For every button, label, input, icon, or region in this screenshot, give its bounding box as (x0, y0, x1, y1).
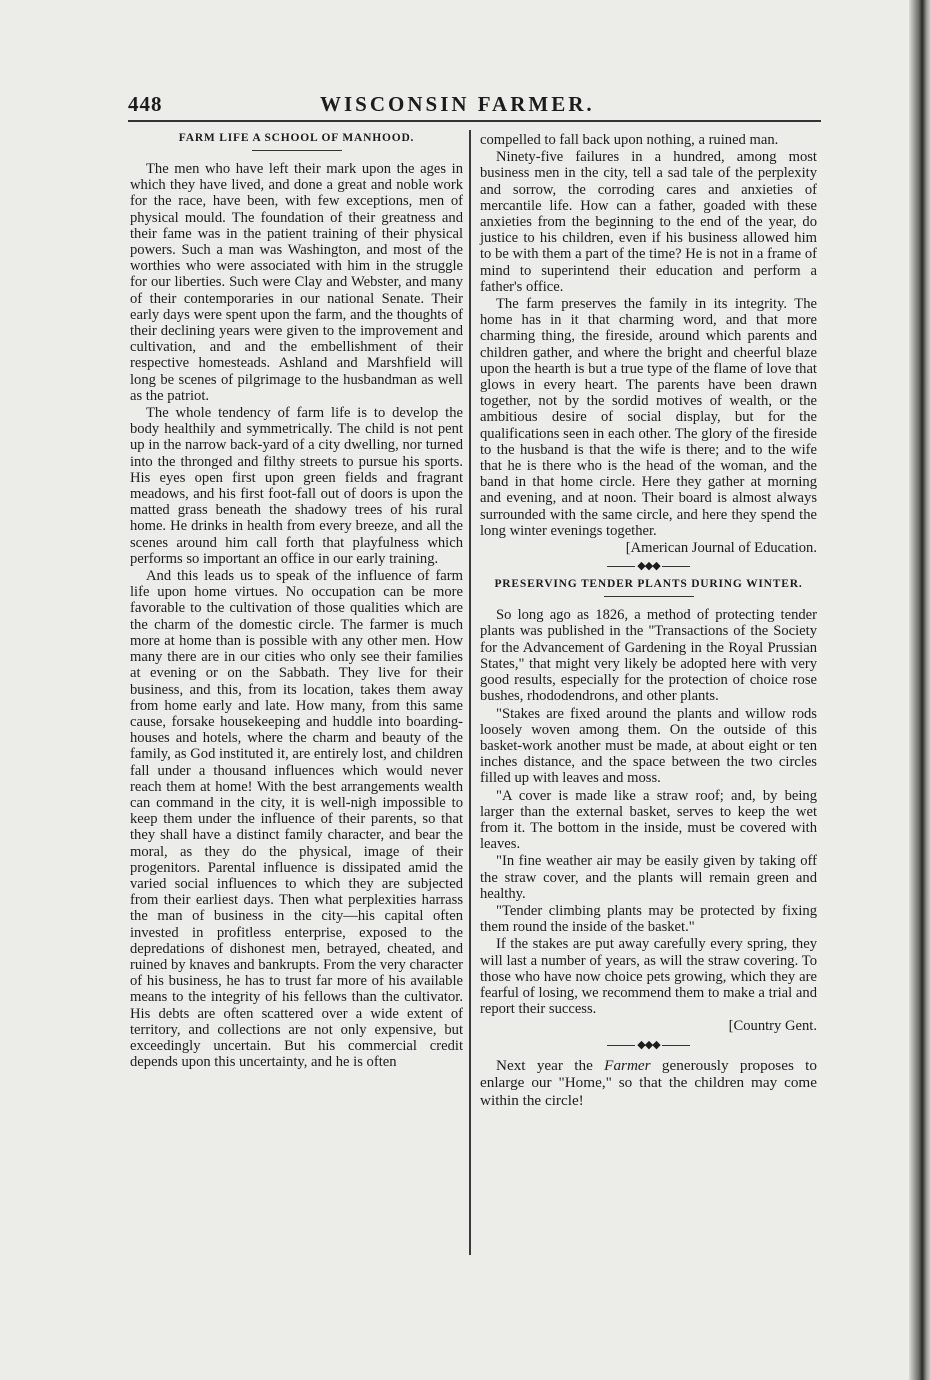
page-number: 448 (128, 92, 163, 116)
title-rule (604, 596, 694, 597)
left-column (130, 132, 463, 1071)
section-ornament: ◆◆◆ (480, 1039, 817, 1051)
article-paragraph: The men who have left their mark upon the ages in which they have lived, and done a great and noble work for the race, have been, with few exceptions, men of physical mould. The foundation of their greatness and their fame was in the patient training of their physical powers. Such a man was Washington, and most of the worthies who were associated with him in the struggle for our liberties. Such were Clay and Webster, and many of their contemporaries in our national Senate. Their early days were spent upon the farm, and the thoughts of their declining years were given to the improvement and cultivation, and and the embellishment of their respective homesteads. Ashland and Marshfield will long be scenes of pilgrimage to the husbandman as well as the patriot. (130, 161, 463, 404)
article-paragraph: So long ago as 1826, a method of protecting tender plants was published in the "Transactions of the Society for the Advancement of Gardening in the Royal Prussian States," that might very likely be adopted here with very good results, especially for the protection of choice rose bushes, rhododendrons, and other plants. (480, 607, 817, 705)
article-continuation: compelled to fall back upon nothing, a ruined man. (480, 132, 779, 148)
notice-text: generously proposes to enlarge our "Home," so that the children may come within the circle! (480, 1056, 817, 1109)
article-source: [American Journal of Education. (625, 540, 817, 557)
article-paragraph: If the stakes are put away carefully every spring, they will last a number of years, as will the straw covering. To those who have now choice pets growing, which they are fearful of losing, we recommend them to make a trial and report their success. (480, 936, 817, 1018)
article-source: [Country Gent. (728, 1018, 817, 1035)
article-paragraph: Ninety-five failures in a hundred, among most business men in the city, tell a sad tale of the perplexity and sorrow, the corroding cares and anxieties of mercantile life. How can a father, goaded with these anxieties from the beginning to the end of the year, do justice to his children, even if his business allowed him to be with them a part of the time? He is not in a frame of mind to superintend their education and perform a father's office. (480, 149, 817, 295)
editorial-notice (480, 1057, 817, 1110)
right-column (480, 132, 817, 1110)
article-paragraph: The farm preserves the family in its integrity. The home has in it that charming word, and that more charming thing, the fireside, around which parents and children gather, and where the bright and cheerful blaze upon the hearth is but a true type of the flame of love that glows in every heart. The parents have been drawn together, not by the sordid motives of wealth, or the ambitious desire of social display, but for the qualifications seen in each other. The glory of the fireside to the husband is that the wife is there; and to the wife that he is there who is the head of the woman, and the band in that home circle. Here they gather at morning and evening, and at noon. Their board is almost always surrounded with the same circle, and here they spend the long winter evenings together. (480, 296, 817, 539)
section-ornament: ◆◆◆ (480, 560, 817, 572)
notice-text: Next year the (496, 1056, 605, 1074)
article-paragraph: And this leads us to speak of the influence of farm life upon home virtues. No occupation can be more favorable to the cultivation of those qualities which are the charm of the domestic circle. The farmer is much more at home than is possible with any other men. How many there are in our cities who only see their families at evening or on the Sabbath. They live for their business, and this, from its location, takes them away from home early and late. How many, from this same cause, forsake housekeeping and huddle into boarding-houses and hotels, where the charm and beauty of the family, as God instituted it, are entirely lost, and children fall under a thousand influences which would never reach them at home! With the best arrangements wealth can command in the city, it is well-nigh impossible to keep them under the influence of their parents, so that they shall have a distinct family character, and bear the moral, as they do the physical, image of their progenitors. Parental influence is dissipated amid the varied social influences to which they are subjected from their earliest days. Then what perplexities harrass the man of business in the city—his capital often invested in profitless enterprise, exposed to the depredations of dishonest men, betrayed, cheated, and ruined by knaves and bankrupts. From the very character of his business, he has to trust far more of his available means to the integrity of his fellows than the cultivator. His debts are often scattered over a wide extent of territory, and collections are not only expensive, but exceedingly uncertain. But his commercial credit depends upon this uncertainty, and he is often (130, 568, 464, 1071)
page-binding-edge (909, 0, 931, 1380)
article-paragraph: "Tender climbing plants may be protected by fixing them round the inside of the basket." (480, 902, 817, 936)
page-header (128, 92, 818, 122)
article-paragraph: "In fine weather air may be easily given by taking off the straw cover, and the plants will remain green and healthy. (480, 853, 817, 902)
article-paragraph: "A cover is made like a straw roof; and, by being larger than the external basket, serves to keep the wet from it. The bottom in the inside, must be covered with leaves. (480, 787, 817, 853)
column-divider (469, 130, 471, 1255)
article-title: PRESERVING TENDER PLANTS DURING WINTER. (494, 578, 803, 591)
running-title: WISCONSIN FARMER. (320, 92, 595, 116)
article-paragraph: The whole tendency of farm life is to develop the body healthily and symmetrically. The child is not pent up in the narrow back-yard of a city dwelling, nor turned into the thronged and filthy streets to pursue his sports. His eyes open first upon green fields and fragrant meadows, and his first foot-fall out of doors is upon the matted grass beneath the shadowy trees of his rural home. He drinks in health from every breeze, and all the scenes around him call forth that playfulness which performs so important an office in our early training. (130, 405, 463, 567)
title-rule (252, 150, 342, 151)
article-title: FARM LIFE A SCHOOL OF MANHOOD. (178, 132, 415, 144)
notice-emphasis: Farmer (604, 1056, 651, 1074)
article-paragraph: "Stakes are fixed around the plants and willow rods loosely woven among them. On the outside of this basket-work another must be made, at about eight or ten inches distance, and the space between the two circles filled up with leaves and moss. (480, 705, 817, 787)
header-rule (128, 120, 821, 122)
